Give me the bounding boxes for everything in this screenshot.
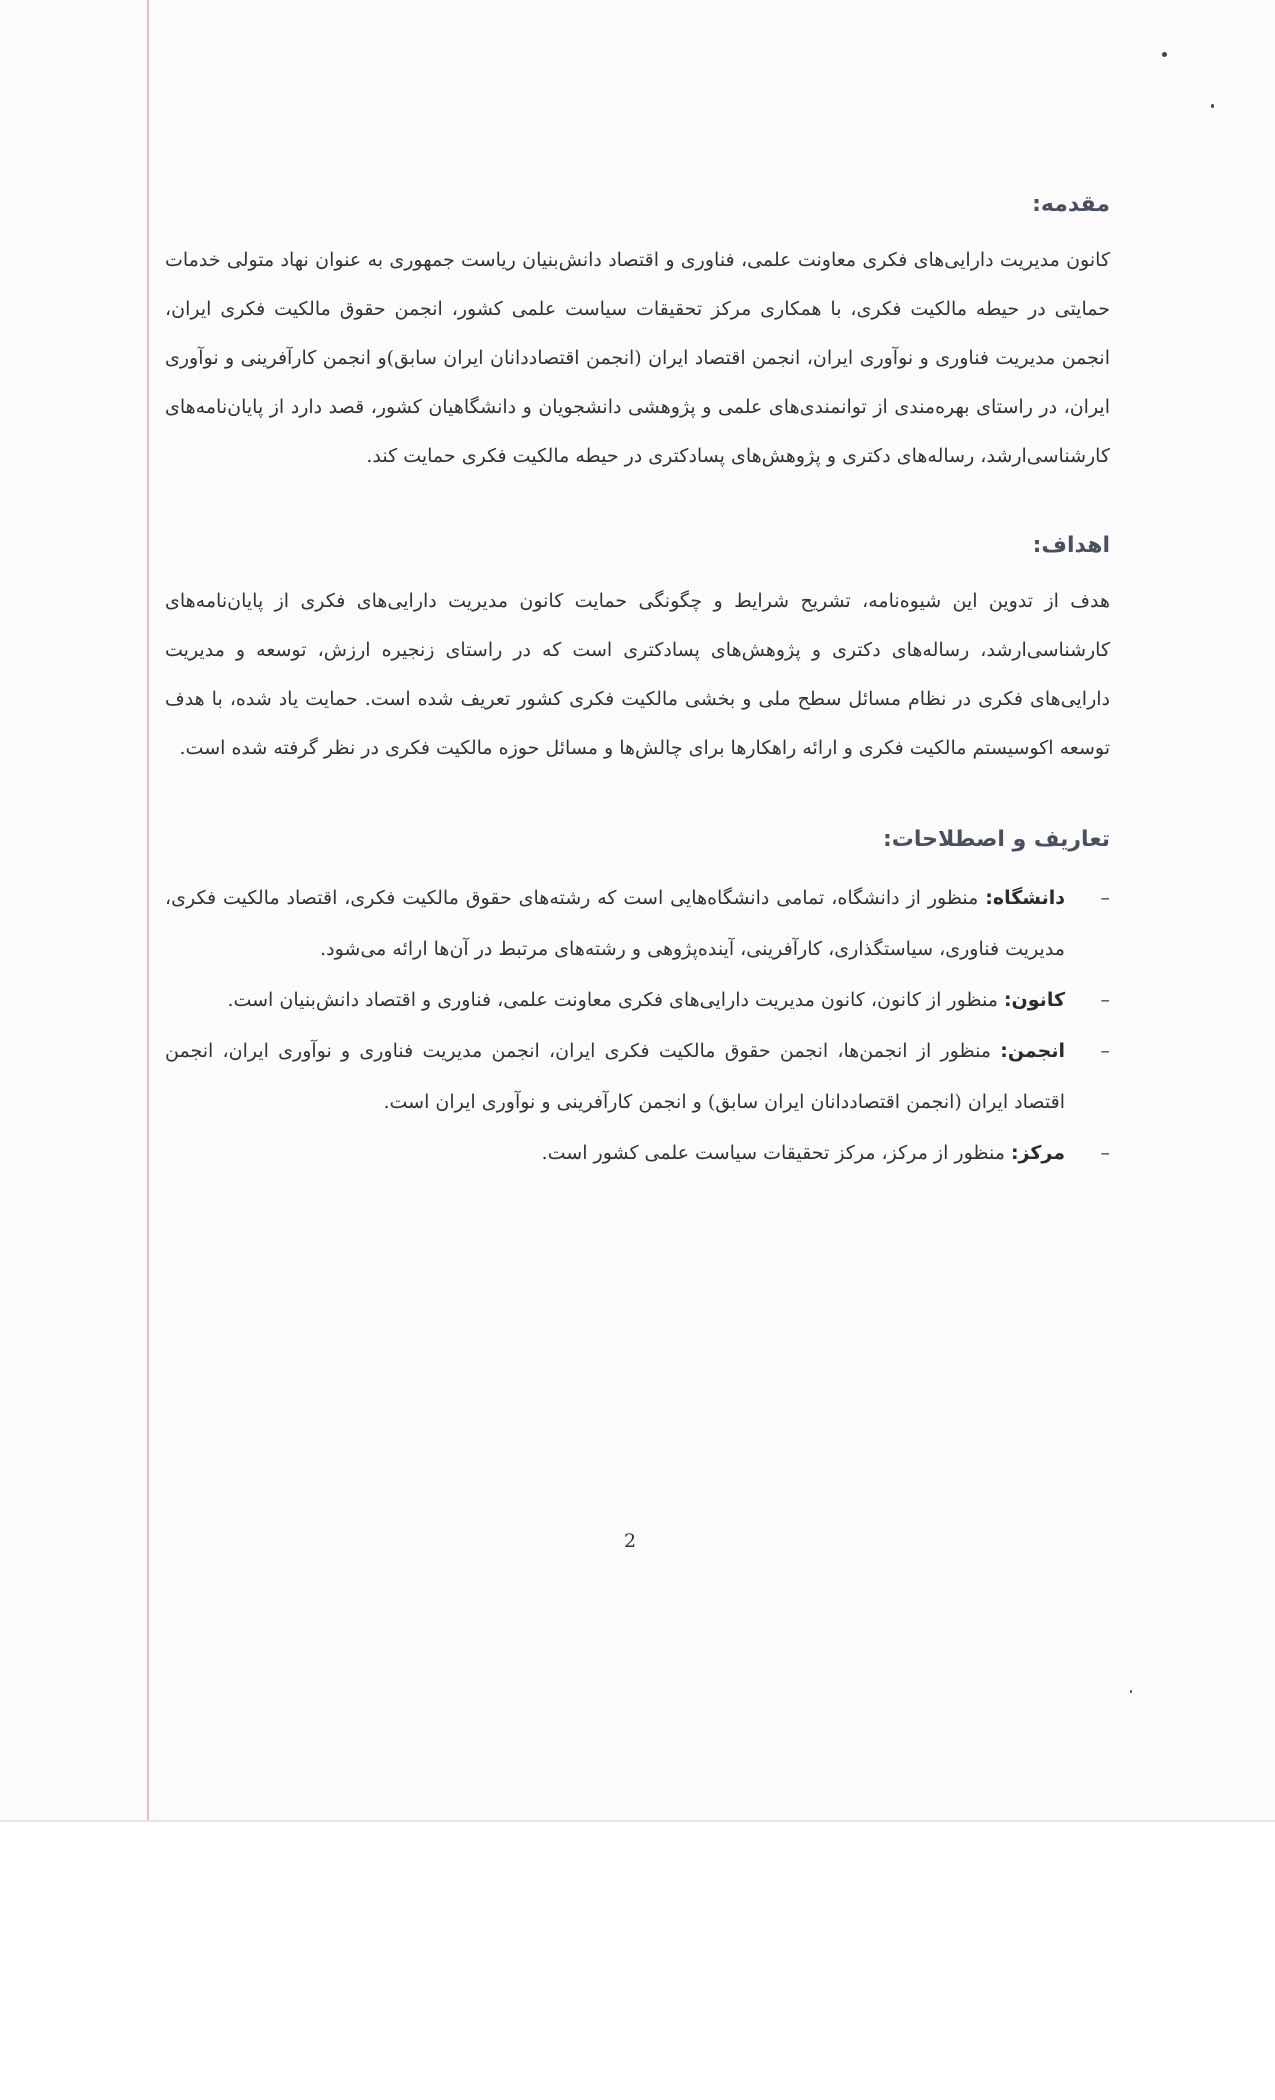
list-dash: – <box>1100 1040 1110 1062</box>
goals-paragraph: هدف از تدوین این شیوه‌نامه، تشریح شرایط و چگونگی حمایت کانون مدیریت دارایی‌های فکری از پایان‌نامه‌های کارشناسی‌ارشد، رساله‌های دکتری و پژوهش‌های پسادکتری است که در راستای زنجیره ارزش، توسعه و مدیریت دارایی‌های فکری در نظام مسائل سطح ملی و بخشی مالکیت فکری کشور تعریف شده است. حمایت یاد شده، با هدف توسعه اکوسیستم مالکیت فکری و ارائه راهکارها برای چالش‌ها و مسائل حوزه مالکیت فکری در نظر گرفته شده است. <box>165 590 1110 759</box>
definition-item-research-center <box>165 1128 1110 1179</box>
definition-text: منظور از انجمن‌ها، انجمن حقوق مالکیت فکری ایران، انجمن مدیریت فناوری و نوآوری ایران، انجمن اقتصاد ایران (انجمن اقتصاددانان ایران سابق) و انجمن کارآفرینی و نوآوری ایران است. <box>165 1040 1065 1113</box>
definition-text: منظور از مرکز، مرکز تحقیقات سیاست علمی کشور است. <box>541 1142 1011 1164</box>
definition-term: کانون: <box>1003 989 1065 1011</box>
definition-term: مرکز: <box>1010 1142 1065 1164</box>
definition-term: دانشگاه: <box>985 887 1065 909</box>
document-body <box>165 180 1110 1179</box>
definition-item-association <box>165 1026 1110 1128</box>
goals-section <box>165 521 1110 773</box>
scan-bottom-edge <box>0 1820 1275 1822</box>
definitions-list <box>165 873 1110 1179</box>
page-number: 2 <box>623 1530 637 1552</box>
list-dash: – <box>1100 887 1110 909</box>
definition-text: منظور از کانون، کانون مدیریت دارایی‌های فکری معاونت علمی، فناوری و اقتصاد دانش‌بنیان است. <box>227 989 1004 1011</box>
scan-speck <box>1130 1690 1132 1693</box>
scan-speck <box>1162 52 1167 57</box>
intro-heading: مقدمه: <box>1032 192 1110 217</box>
definition-item-center <box>165 975 1110 1026</box>
margin-line <box>147 0 149 1820</box>
definition-text: منظور از دانشگاه، تمامی دانشگاه‌هایی است که رشته‌های حقوق مالکیت فکری، اقتصاد مالکیت فکری، مدیریت فناوری، سیاستگذاری، کارآفرینی، آینده‌پژوهی و رشته‌های مرتبط در آن‌ها ارائه می‌شود. <box>165 887 1065 960</box>
definition-term: انجمن: <box>1000 1040 1065 1062</box>
intro-paragraph: کانون مدیریت دارایی‌های فکری معاونت علمی، فناوری و اقتصاد دانش‌بنیان ریاست جمهوری به عنوان نهاد متولی خدمات حمایتی در حیطه مالکیت فکری، با همکاری مرکز تحقیقات سیاست علمی کشور، انجمن حقوق مالکیت فکری ایران، انجمن مدیریت فناوری و نوآوری ایران، انجمن اقتصاد ایران (انجمن اقتصاددانان ایران سابق)و انجمن کارآفرینی و نوآوری ایران، در راستای بهره‌مندی از توانمندی‌های علمی و پژوهشی دانشجویان و دانشگاهیان کشور، قصد دارد از پایان‌نامه‌های کارشناسی‌ارشد، رساله‌های دکتری و پژوهش‌های پسادکتری در حیطه مالکیت فکری حمایت کند. <box>165 249 1110 467</box>
definition-item-university <box>165 873 1110 975</box>
definitions-heading: تعاریف و اصطلاحات: <box>882 827 1110 852</box>
intro-section <box>165 180 1110 481</box>
scan-speck <box>1211 104 1214 108</box>
list-dash: – <box>1100 1142 1110 1164</box>
definitions-section <box>165 815 1110 1179</box>
goals-heading: اهداف: <box>1032 533 1110 558</box>
list-dash: – <box>1100 989 1110 1011</box>
